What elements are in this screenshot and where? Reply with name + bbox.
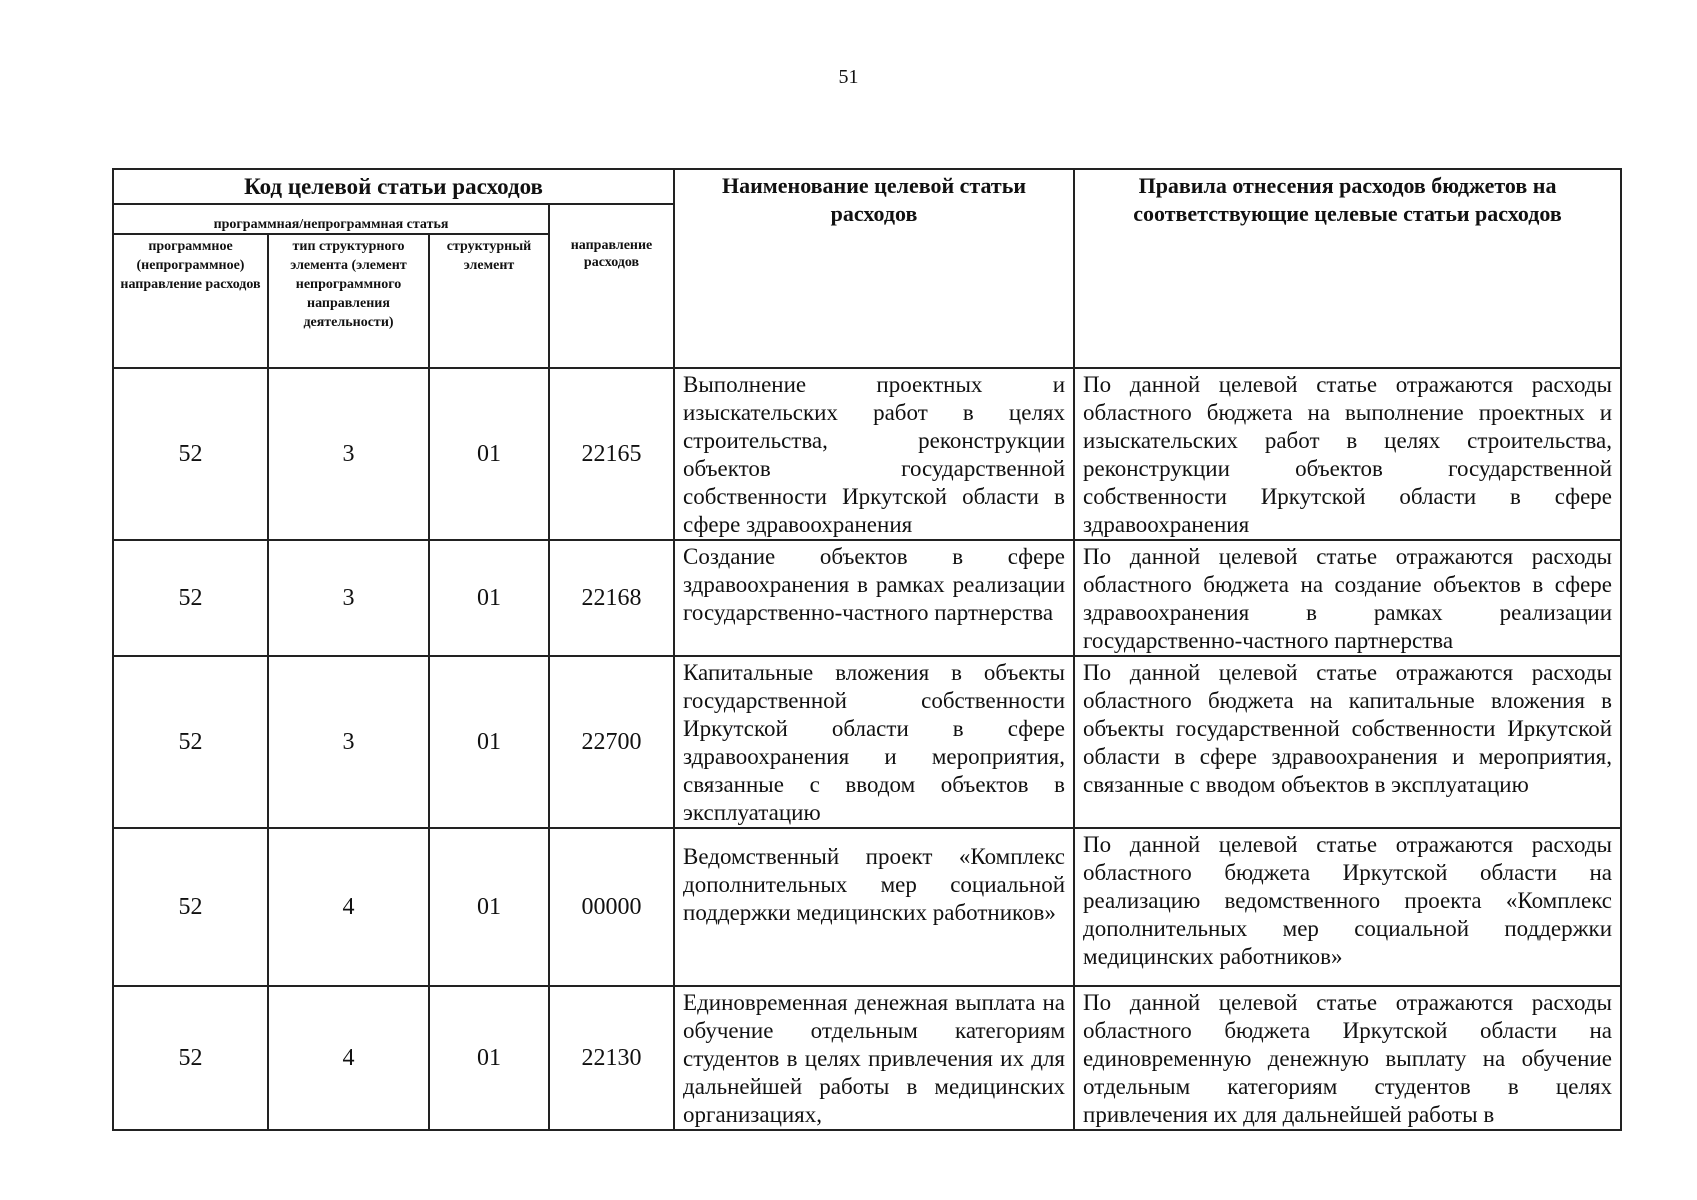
element-type-header: тип структурного элемента (элемент непрограммного направления деятельности) [268,234,429,368]
expense-name-cell: Выполнение проектных и изыскательских работ в целях строительства, реконструкции объектов государственной собственности Иркутской области в сфере здравоохранения [674,368,1074,540]
expense-name-cell: Ведомственный проект «Комплекс дополнительных мер социальной поддержки медицинских работников» [674,828,1074,986]
element-code-cell: 01 [429,540,549,656]
expense-rule-cell: По данной целевой статье отражаются расходы областного бюджета Иркутской области на единовременную денежную выплату на обучение отдельным категориям студентов в целях привлечения их для дальнейшей работы в [1074,986,1621,1130]
element-code-cell: 01 [429,368,549,540]
element-code-cell: 01 [429,828,549,986]
page-number: 51 [838,66,859,88]
direction-code-cell: 22700 [549,656,674,828]
expense-name-cell: Капитальные вложения в объекты государственной собственности Иркутской области в сфере здравоохранения и мероприятия, связанные с вводом объектов в эксплуатацию [674,656,1074,828]
direction-code-cell: 00000 [549,828,674,986]
expense-name-cell: Создание объектов в сфере здравоохранения в рамках реализации государственно-частного партнерства [674,540,1074,656]
program-code-cell: 52 [113,368,268,540]
type-code-cell: 3 [268,368,429,540]
header-row-1 [113,169,1621,204]
table-row [113,986,1621,1130]
direction-code-cell: 22168 [549,540,674,656]
structural-element-header: структурный элемент [429,234,549,368]
program-article-header: программная/непрограммная статья [113,204,549,234]
direction-code-cell: 22165 [549,368,674,540]
program-code-cell: 52 [113,656,268,828]
code-group-header: Код целевой статьи расходов [113,169,674,204]
type-code-cell: 4 [268,828,429,986]
target-expenditure-table [112,168,1622,1131]
table-row [113,656,1621,828]
table-row [113,828,1621,986]
program-code-cell: 52 [113,986,268,1130]
element-code-cell: 01 [429,656,549,828]
type-code-cell: 3 [268,656,429,828]
element-code-cell: 01 [429,986,549,1130]
table-row [113,540,1621,656]
expense-rule-cell: По данной целевой статье отражаются расходы областного бюджета на создание объектов в сфере здравоохранения в рамках реализации государственно-частного партнерства [1074,540,1621,656]
expense-name-cell: Единовременная денежная выплата на обучение отдельным категориям студентов в целях привлечения их для дальнейшей работы в медицинских организациях, [674,986,1074,1130]
program-code-cell: 52 [113,828,268,986]
expense-rule-cell: По данной целевой статье отражаются расходы областного бюджета на выполнение проектных и изыскательских работ в целях строительства, реконструкции объектов государственной собственности Иркутской области в сфере здравоохранения [1074,368,1621,540]
expense-rule-cell: По данной целевой статье отражаются расходы областного бюджета Иркутской области на реализацию ведомственного проекта «Комплекс дополнительных мер социальной поддержки медицинских работников» [1074,828,1621,986]
program-code-cell: 52 [113,540,268,656]
type-code-cell: 4 [268,986,429,1130]
table-row [113,368,1621,540]
direction-header: направление расходов [549,204,674,368]
name-column-header: Наименование целевой статьи расходов [674,169,1074,368]
rules-column-header: Правила отнесения расходов бюджетов на соответствующие целевые статьи расходов [1074,169,1621,368]
program-direction-header: программное (непрограммное) направление расходов [113,234,268,368]
expense-rule-cell: По данной целевой статье отражаются расходы областного бюджета на капитальные вложения в объекты государственной собственности Иркутской области в сфере здравоохранения и мероприятия, связанные с вводом объектов в эксплуатацию [1074,656,1621,828]
direction-code-cell: 22130 [549,986,674,1130]
type-code-cell: 3 [268,540,429,656]
